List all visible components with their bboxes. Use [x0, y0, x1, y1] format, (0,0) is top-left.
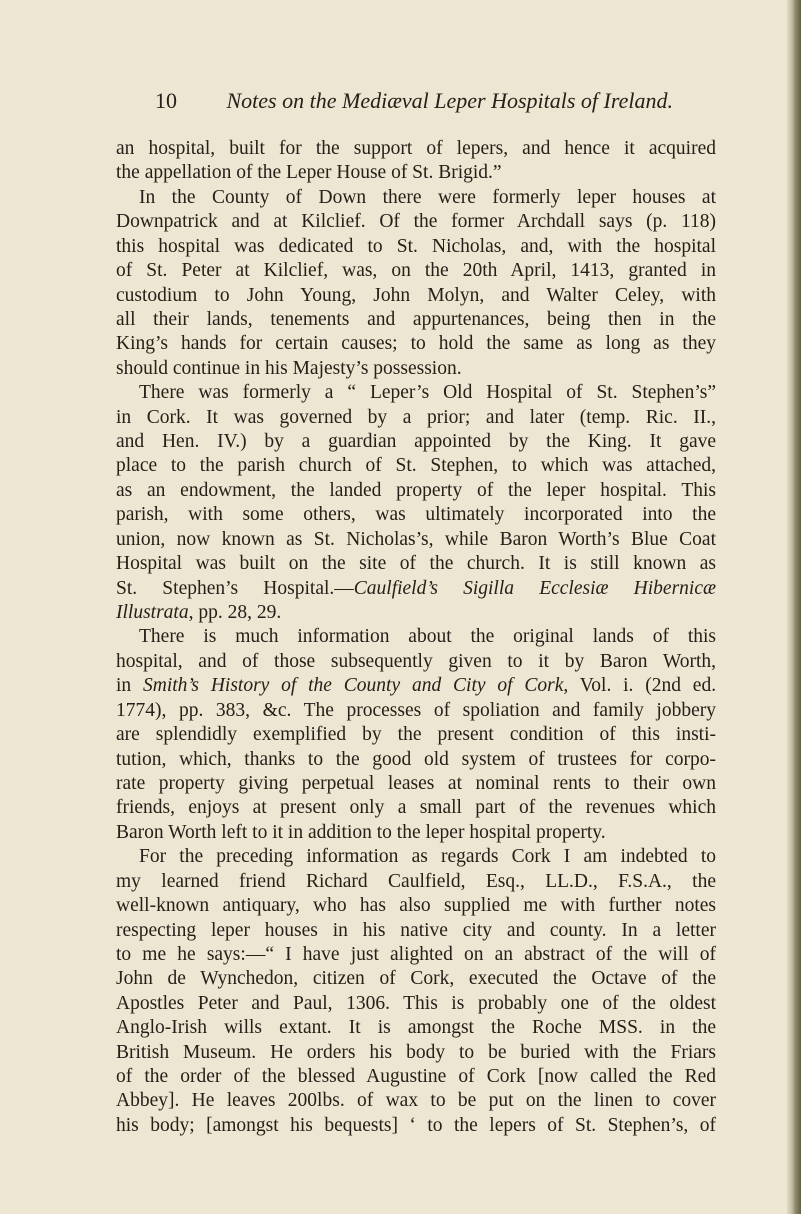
text-line: In the County of Down there were formerly leper houses at — [139, 186, 716, 208]
text-line: the appellation of the Leper House of St. Brigid.” — [116, 162, 502, 184]
text-line: of the order of the blessed Augustine of Cork [now called the Red — [116, 1066, 716, 1088]
text-line: custodium to John Young, John Molyn, and Walter Celey, with — [116, 284, 716, 306]
text-line: friends, enjoys at present only a small part of the revenues which — [116, 797, 716, 819]
text-line: John de Wynchedon, citizen of Cork, executed the Octave of the — [116, 968, 716, 990]
text-line: are splendidly exemplified by the present condition of this insti- — [116, 724, 716, 746]
running-head — [155, 88, 715, 114]
text-line: Baron Worth left to it in addition to the leper hospital property. — [116, 821, 606, 843]
text-line: to me he says:—“ I have just alighted on an abstract of the will of — [116, 943, 716, 965]
running-title: Notes on the Mediæval Leper Hospitals of Ireland. — [226, 88, 673, 113]
text-line: all their lands, tenements and appurtenances, being then in the — [116, 308, 716, 330]
text-line: For the preceding information as regards Cork I am indebted to — [139, 846, 716, 868]
text-line: Downpatrick and at Kilclief. Of the former Archdall says (p. 118) — [116, 211, 716, 233]
text-line: tution, which, thanks to the good old system of trustees for corpo- — [116, 748, 716, 770]
page-number: 10 — [155, 88, 177, 113]
text-line: Illustrata, pp. 28, 29. — [116, 602, 282, 624]
text-line: There is much information about the original lands of this — [139, 626, 716, 648]
text-line: in Cork. It was governed by a prior; and later (temp. Ric. II., — [116, 406, 716, 428]
text-line: of St. Peter at Kilclief, was, on the 20th April, 1413, granted in — [116, 260, 716, 282]
text-line: this hospital was dedicated to St. Nicholas, and, with the hospital — [116, 235, 716, 257]
text-line: 1774), pp. 383, &c. The processes of spoliation and family jobbery — [116, 699, 716, 721]
text-line: union, now known as St. Nicholas’s, while Baron Worth’s Blue Coat — [116, 528, 716, 550]
text-line: rate property giving perpetual leases at nominal rents to their own — [116, 772, 716, 794]
text-line: British Museum. He orders his body to be buried with the Friars — [116, 1041, 716, 1063]
text-line: as an endowment, the landed property of the leper hospital. This — [116, 479, 716, 501]
text-line: hospital, and of those subsequently given to it by Baron Worth, — [116, 650, 716, 672]
text-line: place to the parish church of St. Stephen, to which was attached, — [116, 455, 716, 477]
text-line: Apostles Peter and Paul, 1306. This is probably one of the oldest — [116, 992, 716, 1014]
text-line: in Smith’s History of the County and City of Cork, Vol. i. (2nd ed. — [116, 675, 716, 697]
text-line: parish, with some others, was ultimately incorporated into the — [116, 504, 716, 526]
text-line: Anglo-Irish wills extant. It is amongst the Roche MSS. in the — [116, 1017, 716, 1039]
text-line: Abbey]. He leaves 200lbs. of wax to be put on the linen to cover — [116, 1090, 716, 1112]
text-line: There was formerly a “ Leper’s Old Hospital of St. Stephen’s” — [139, 382, 716, 404]
text-line: and Hen. IV.) by a guardian appointed by the King. It gave — [116, 431, 716, 453]
text-line: respecting leper houses in his native city and county. In a letter — [116, 919, 716, 941]
text-line: well-known antiquary, who has also supplied me with further notes — [116, 895, 716, 917]
page-edge-shadow — [787, 0, 801, 1214]
text-line: St. Stephen’s Hospital.—Caulfield’s Sigilla Ecclesiæ Hibernicæ — [116, 577, 716, 599]
text-line: an hospital, built for the support of lepers, and hence it acquired — [116, 138, 716, 159]
body-text — [116, 137, 716, 1138]
text-line: King’s hands for certain causes; to hold the same as long as they — [116, 333, 716, 355]
text-line: should continue in his Majesty’s possession. — [116, 357, 462, 379]
text-line: Hospital was built on the site of the church. It is still known as — [116, 553, 716, 575]
text-line: his body; [amongst his bequests] ‘ to the lepers of St. Stephen’s, of — [116, 1114, 716, 1136]
text-line: my learned friend Richard Caulfield, Esq., LL.D., F.S.A., the — [116, 870, 716, 892]
